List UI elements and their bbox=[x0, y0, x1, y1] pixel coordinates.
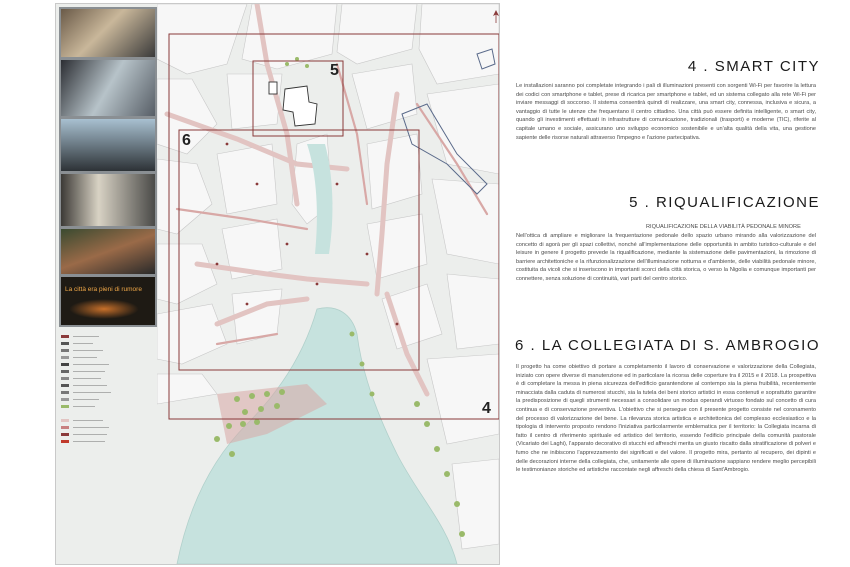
photo-street-night bbox=[61, 229, 155, 274]
project-sheet bbox=[55, 3, 500, 565]
zone-label: 5 bbox=[330, 62, 339, 79]
photo-sculptures bbox=[61, 119, 155, 171]
map-legend bbox=[59, 334, 157, 444]
section-title-collegiata: 6 . LA COLLEGIATA DI S. AMBROGIO bbox=[514, 337, 820, 354]
photo-interior bbox=[61, 9, 155, 57]
section-title-smart-city: 4 . SMART CITY bbox=[687, 58, 820, 75]
photo-noise-poster bbox=[61, 277, 155, 325]
photo-installation bbox=[61, 60, 155, 116]
photo-glow bbox=[69, 299, 139, 319]
city-plan-map bbox=[157, 4, 499, 564]
photo-panels bbox=[61, 174, 155, 226]
photo-caption: La città era pieni di rumore bbox=[65, 286, 142, 293]
text-column bbox=[510, 0, 840, 567]
section-title-riqualificazione: 5 . RIQUALIFICAZIONE bbox=[629, 194, 820, 211]
zone-label: 4 bbox=[482, 400, 491, 417]
photo-column bbox=[59, 7, 157, 327]
section-body-collegiata: Il progetto ha come obiettivo di portare a completamento il lavoro di conservazione e valorizzazione della Collegiata, iniziato con opere diverse di manutenzione ed in particolare la ricorsa delle coperture tra il 2015 e il 2018. La prospettiva è di completare la messa in piena sicurezza dell'edificio garantendone al contempo sia la piena fruibilità, recentemente minacciata dalla caduta di numerosi stucchi, sia la tutela dei beni storico artistici in essa contenuti e soprattutto garantire la predisposizione di quegli strumenti necessari a consolidare un modus operandi virtuoso fondato sul concetto di cura continua e di conservazione preventiva. L'obiettivo che si persegue con il presente progetto consiste nel coronamento del processo di valorizzazione del bene. La rilevanza storica artistica e architettonica del complesso ecclesiastico e la tipologia di intervento proposto rendono l'iniziativa particolarmente emblematica per il territorio: la Collegiata incarna di fatto il centro di riferimento spirituale ed artistico del territorio, essendo l'edificio principale della comunità pastorale (Vicariato dei Laghi), l'apparato decorativo di stucchi ed affreschi merita un giusto riscatto dalla stratificazione di polveri e fumo che ne inibiscono l'apprezzamento dei significati e del valore. Il progetto mira, pertanto al recupero, dei dipinti e delle decorazioni interne della collegiata, che, unitamente alle opere di illuminazione sappiano rendere meglio percepibili le testimonianze storiche ed artistiche raccontate negli affreschi della chiesa di Sant'Ambrogio. bbox=[516, 364, 816, 474]
zone-label: 6 bbox=[182, 132, 191, 149]
section-subtitle-riqualificazione: RIQUALIFICAZIONE DELLA VIABILITÀ PEDONALE MINORE bbox=[646, 224, 801, 230]
section-body-riqualificazione: Nell'ottica di ampliare e migliorare la frequentazione pedonale dello spazio urbano mirando alla valorizzazione del concetto di agorà per gli spazi collettivi, nonché all'implementazione delle opportunità in ambito turistico-culturale e del leisure in genere il progetto prevede la riqualificazione, mediante la sistemazione delle pavimentazioni, la rimozione di barriere architettoniche e la rifunzionalizzazione dell'illuminazione notturna e d'ambiente, delle viabilità pedonale minore, costituita da vicoli che si inseriscono in importanti scorci della città storica, o verso la Nigolia e comunque importanti per connettere, senza soluzione di continuità, vari parti del centro storico. bbox=[516, 233, 816, 282]
legend-lines bbox=[59, 334, 157, 444]
section-body-smart-city: Le installazioni saranno poi completate integrando i pali di illuminazioni presenti con sorgenti Wi-Fi per favorire la lettura dei codici con smartphone e tablet, prese di ricarica per smartphone e tablet, ed un sistema collegato alla rete Wi-Fi per inviare messaggi di soccorso. Il sistema consentirà quindi di realizzare, una smart city, connessa, inclusiva e sicura, a vantaggio di tutte le utenze che frequentano il centro cittadino. Una città può essere definita intelligente, o smart city, quando gli investimenti effettuati in infrastrutture di comunicazione, tradizionali (trasporti) e moderne (TIC), riferite al capitale umano e sociale, assicurano uno sviluppo economico sostenibile e un'alta qualità della vita, una gestione sapiente delle risorse naturali attraverso l'impegno e l'azione partecipativa. bbox=[516, 83, 816, 141]
north-arrow-icon bbox=[492, 10, 500, 24]
